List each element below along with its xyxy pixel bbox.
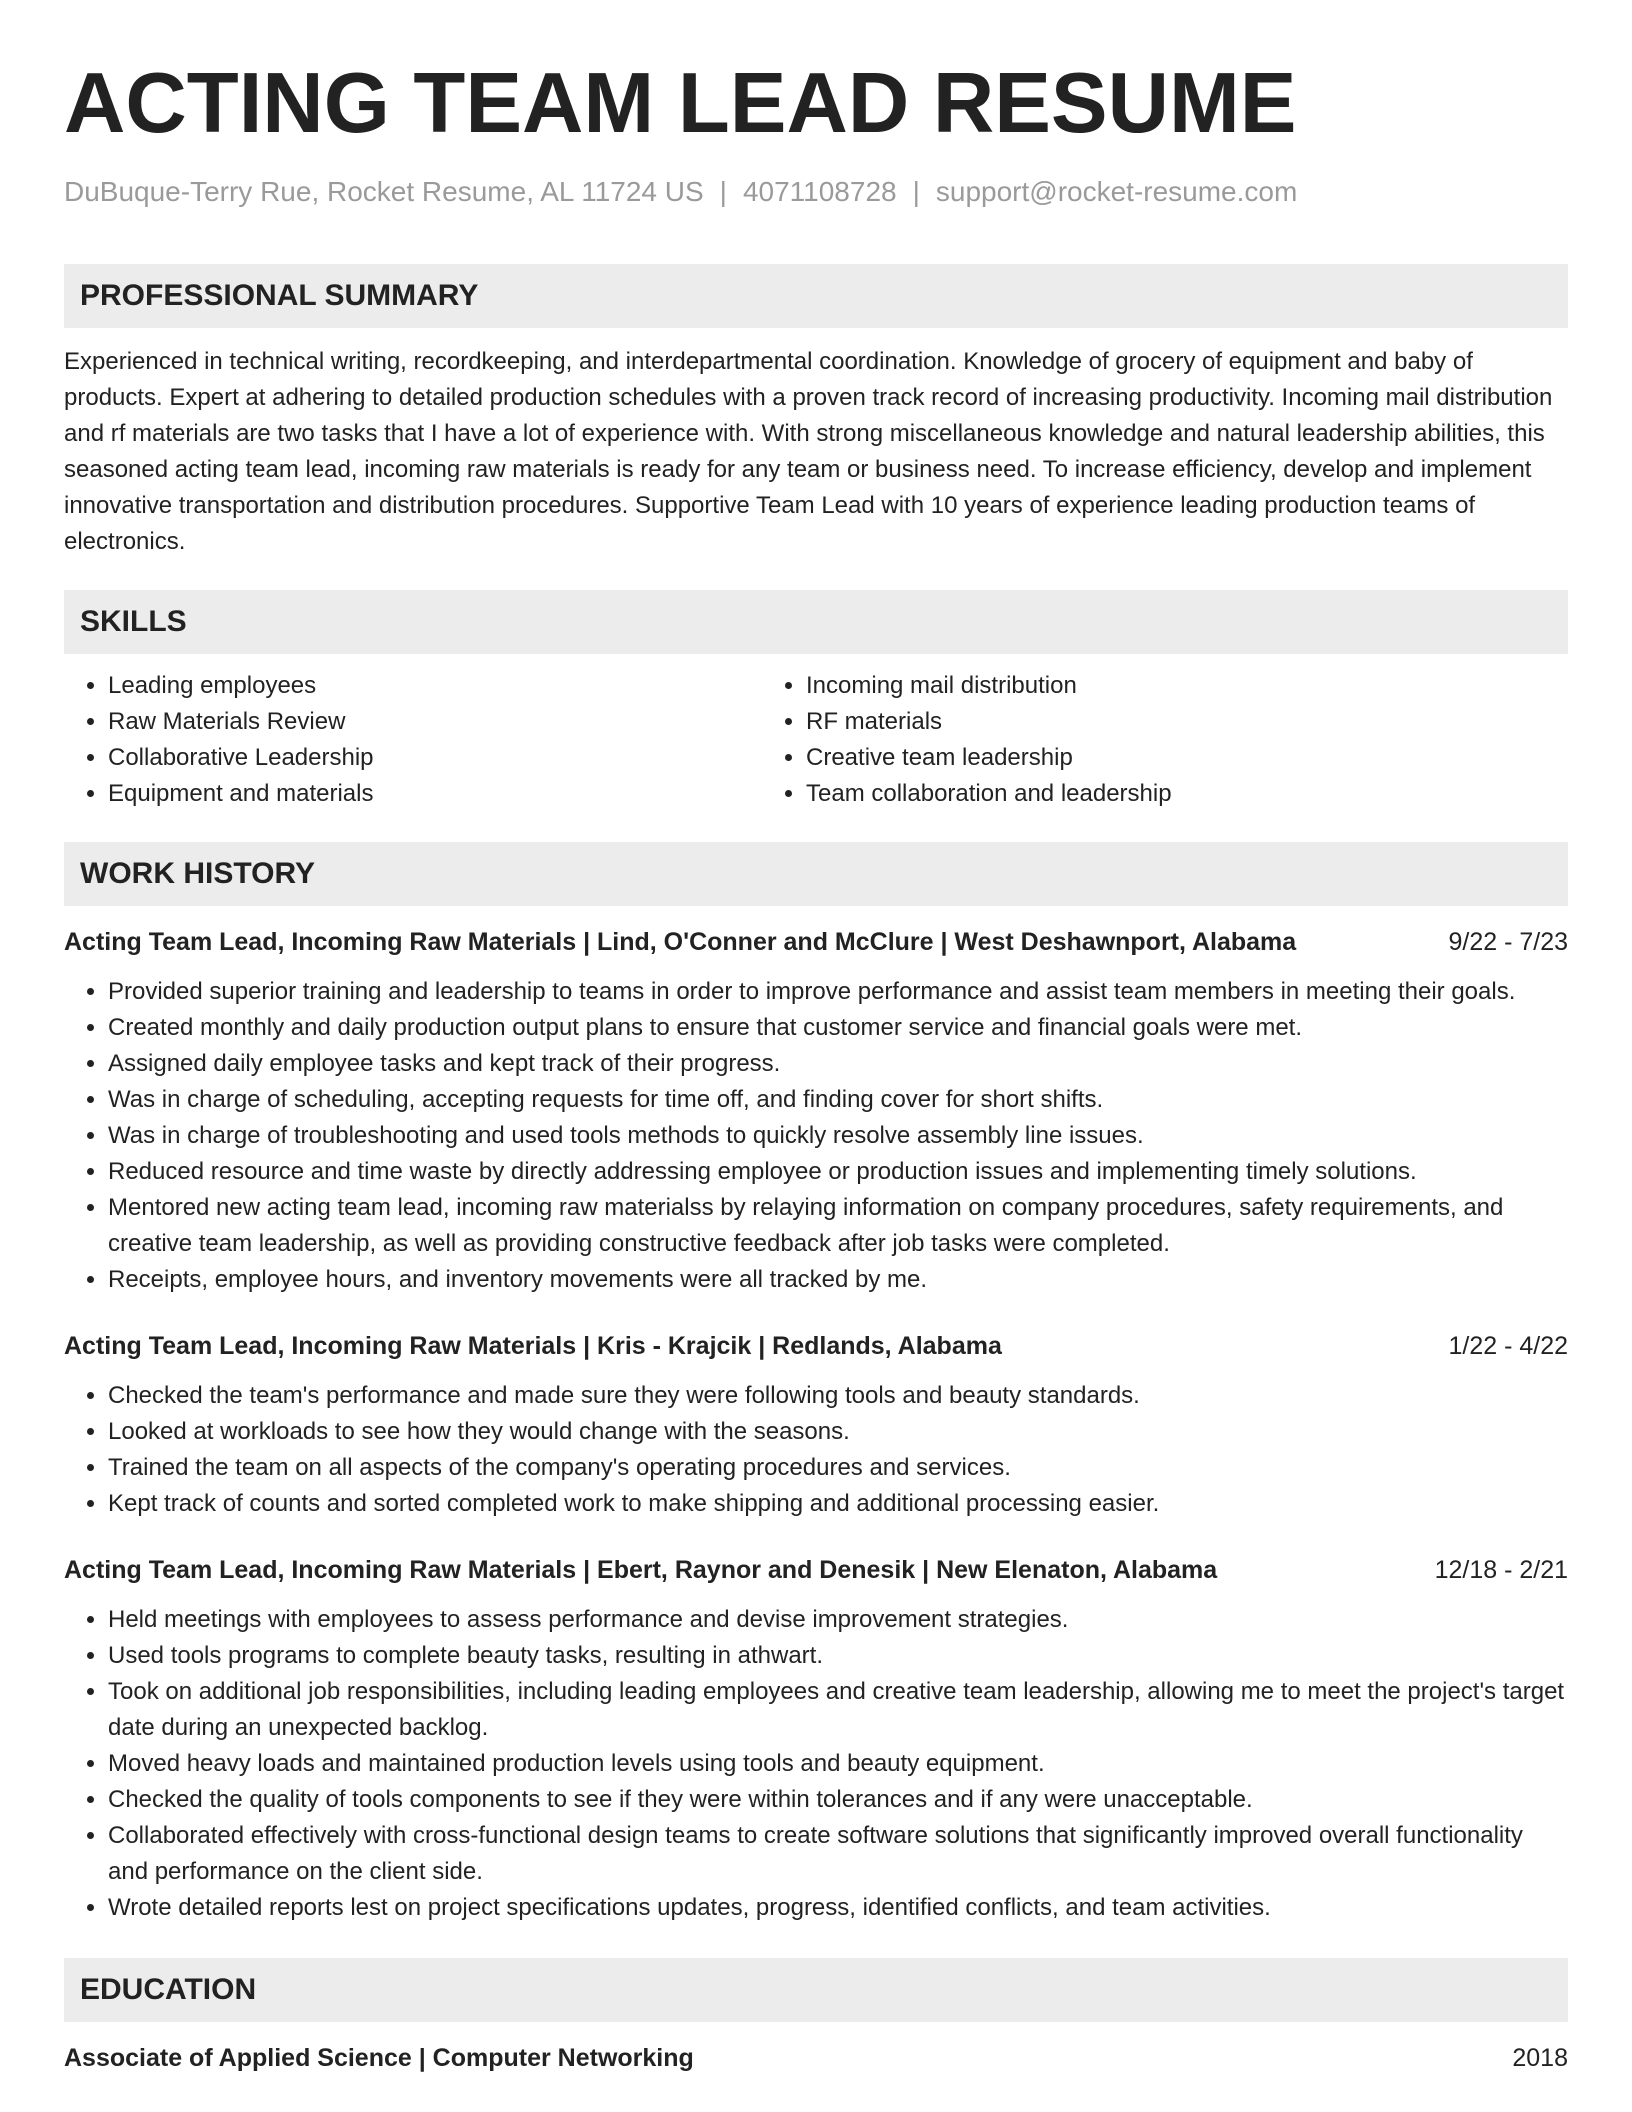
skills-list	[64, 668, 1568, 812]
contact-phone: 4071108728	[742, 176, 897, 207]
job-dates: 9/22 - 7/23	[1448, 928, 1568, 956]
section-header-work-history: WORK HISTORY	[64, 842, 1568, 906]
skills-column-left	[64, 668, 762, 812]
job-bullets	[64, 974, 1568, 1298]
education-year: 2018	[1512, 2044, 1568, 2072]
job-bullet: • Held meetings with employees to assess performance and devise improvement strategies.	[108, 1602, 1568, 1638]
resume-content	[64, 56, 1568, 2076]
contact-separator: |	[719, 176, 727, 207]
job-bullet: • Was in charge of scheduling, accepting requests for time off, and finding cover for short shifts.	[108, 1082, 1568, 1118]
job-entry	[64, 1552, 1568, 1926]
job-title: Acting Team Lead, Incoming Raw Materials | Kris - Krajcik | Redlands, Alabama	[64, 1332, 1002, 1360]
skill-item: • Creative team leadership	[806, 740, 1172, 776]
job-dates: 12/18 - 2/21	[1434, 1556, 1568, 1584]
job-bullet: • Mentored new acting team lead, incoming raw materialss by relaying information on company procedures, safety requirements, and creative team leadership, as well as providing constructive feedback after job tasks were completed.	[108, 1190, 1568, 1262]
job-bullets	[64, 1602, 1568, 1926]
job-entry	[64, 1328, 1568, 1522]
skill-item: • Raw Materials Review	[108, 704, 762, 740]
education-degree: Associate of Applied Science | Computer Networking	[64, 2044, 694, 2072]
skill-item: • Leading employees	[108, 668, 762, 704]
education-entry	[64, 2040, 1568, 2076]
job-bullet: • Moved heavy loads and maintained production levels using tools and beauty equipment.	[108, 1746, 1568, 1782]
job-bullet: • Trained the team on all aspects of the company's operating procedures and services.	[108, 1450, 1568, 1486]
job-bullet: • Wrote detailed reports lest on project specifications updates, progress, identified conflicts, and team activities.	[108, 1890, 1568, 1926]
job-bullet: • Used tools programs to complete beauty tasks, resulting in athwart.	[108, 1638, 1568, 1674]
skill-item: • Incoming mail distribution	[806, 668, 1172, 704]
job-bullet: • Checked the quality of tools components to see if they were within tolerances and if any were unacceptable.	[108, 1782, 1568, 1818]
skills-column-right	[762, 668, 1172, 812]
job-entry	[64, 924, 1568, 1298]
job-bullets	[64, 1378, 1568, 1522]
job-bullet: • Kept track of counts and sorted completed work to make shipping and additional processing easier.	[108, 1486, 1568, 1522]
job-title: Acting Team Lead, Incoming Raw Materials | Ebert, Raynor and Denesik | New Elenaton, Alabama	[64, 1556, 1218, 1584]
contact-separator: |	[912, 176, 920, 207]
job-bullet: • Checked the team's performance and made sure they were following tools and beauty standards.	[108, 1378, 1568, 1414]
job-bullet: • Receipts, employee hours, and inventory movements were all tracked by me.	[108, 1262, 1568, 1298]
skill-item: • Team collaboration and leadership	[806, 776, 1172, 812]
section-header-education: EDUCATION	[64, 1958, 1568, 2022]
summary-text: Experienced in technical writing, recordkeeping, and interdepartmental coordination. Knowledge of grocery of equipment and baby of products. Expert at adhering to detailed production schedules with a proven track record of increasing productivity. Incoming mail distribution and rf materials are two tasks that I have a lot of experience with. With strong miscellaneous knowledge and natural leadership abilities, this seasoned acting team lead, incoming raw materials is ready for any team or business need. To increase efficiency, develop and implement innovative transportation and distribution procedures. Supportive Team Lead with 10 years of experience leading production teams of electronics.	[64, 348, 1553, 555]
contact-email: support@rocket-resume.com	[935, 176, 1298, 207]
job-bullet: • Was in charge of troubleshooting and used tools methods to quickly resolve assembly line issues.	[108, 1118, 1568, 1154]
job-title: Acting Team Lead, Incoming Raw Materials | Lind, O'Conner and McClure | West Deshawnport, Alabama	[64, 928, 1297, 956]
job-bullet: • Created monthly and daily production output plans to ensure that customer service and financial goals were met.	[108, 1010, 1568, 1046]
resume-title: ACTING TEAM LEAD RESUME	[64, 56, 1297, 151]
job-bullet: • Took on additional job responsibilities, including leading employees and creative team leadership, allowing me to meet the project's target date during an unexpected backlog.	[108, 1674, 1568, 1746]
section-header-summary: PROFESSIONAL SUMMARY	[64, 264, 1568, 328]
job-bullet: • Assigned daily employee tasks and kept track of their progress.	[108, 1046, 1568, 1082]
job-header	[64, 924, 1568, 960]
job-header	[64, 1328, 1568, 1364]
job-dates: 1/22 - 4/22	[1448, 1332, 1568, 1360]
skill-item: • RF materials	[806, 704, 1172, 740]
job-bullet: • Looked at workloads to see how they would change with the seasons.	[108, 1414, 1568, 1450]
contact-line	[64, 176, 1568, 208]
skill-item: • Equipment and materials	[108, 776, 762, 812]
section-header-skills: SKILLS	[64, 590, 1568, 654]
contact-address: DuBuque-Terry Rue, Rocket Resume, AL 11724 US	[64, 176, 704, 207]
job-bullet: • Provided superior training and leadership to teams in order to improve performance and assist team members in meeting their goals.	[108, 974, 1568, 1010]
skill-item: • Collaborative Leadership	[108, 740, 762, 776]
job-bullet: • Reduced resource and time waste by directly addressing employee or production issues and implementing timely solutions.	[108, 1154, 1568, 1190]
job-bullet: • Collaborated effectively with cross-functional design teams to create software solutions that significantly improved overall functionality and performance on the client side.	[108, 1818, 1568, 1890]
job-header	[64, 1552, 1568, 1588]
